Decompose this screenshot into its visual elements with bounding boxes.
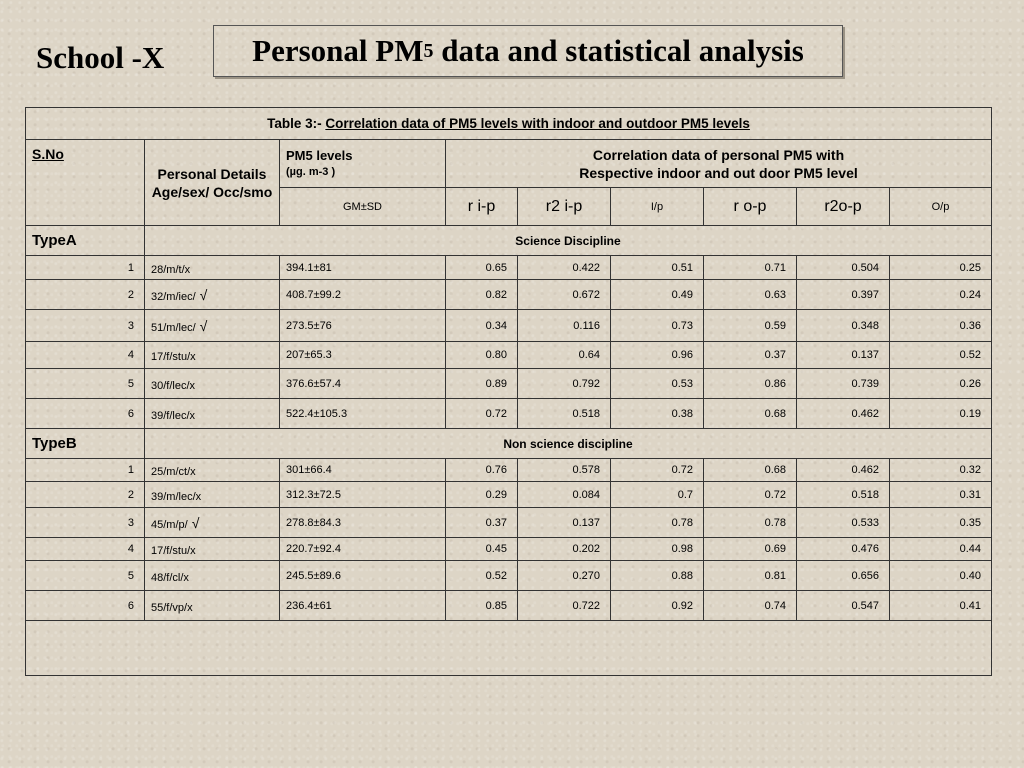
details-text: 45/m/p/ <box>151 518 188 531</box>
cell-r2-op: 0.518 <box>797 482 890 508</box>
details-text: 39/f/lec/x <box>151 409 196 422</box>
correlation-line-1: Correlation data of personal PM5 with <box>592 146 845 163</box>
cell-gmsd: 245.5±89.6 <box>280 561 446 591</box>
cell-r2-op: 0.533 <box>797 508 890 538</box>
cell-sno: 1 <box>26 256 145 280</box>
col-header-details: Personal Details Age/sex/ Occ/smo <box>145 140 280 226</box>
sub-header-r-op: r o-p <box>704 188 797 226</box>
cell-ip: 0.98 <box>611 538 704 561</box>
cell-r-op: 0.59 <box>704 310 797 342</box>
cell-op: 0.26 <box>890 369 992 399</box>
table-row <box>26 369 992 399</box>
table-row <box>26 482 992 508</box>
cell-op: 0.40 <box>890 561 992 591</box>
cell-sno: 6 <box>26 399 145 429</box>
cell-r-ip: 0.34 <box>446 310 518 342</box>
cell-r-op: 0.37 <box>704 342 797 369</box>
cell-sno: 4 <box>26 342 145 369</box>
group-type-label: TypeB <box>26 429 145 459</box>
details-text: 51/m/lec/ <box>151 321 196 334</box>
pm-levels-unit: (µg. m-3 ) <box>286 165 336 178</box>
check-mark-icon: √ <box>199 286 208 303</box>
check-mark-icon: √ <box>191 514 200 531</box>
details-text: 25/m/ct/x <box>151 466 196 478</box>
cell-details <box>145 508 280 538</box>
cell-ip: 0.73 <box>611 310 704 342</box>
header-row-1 <box>26 140 992 188</box>
cell-sno: 3 <box>26 508 145 538</box>
cell-details <box>145 310 280 342</box>
cell-op: 0.25 <box>890 256 992 280</box>
cell-r2-ip: 0.202 <box>518 538 611 561</box>
table-row <box>26 256 992 280</box>
cell-gmsd: 408.7±99.2 <box>280 280 446 310</box>
cell-sno: 5 <box>26 369 145 399</box>
sub-header-ip: I/p <box>611 188 704 226</box>
caption-row <box>26 108 992 140</box>
cell-r2-ip: 0.722 <box>518 591 611 621</box>
cell-r2-ip: 0.084 <box>518 482 611 508</box>
cell-r-op: 0.86 <box>704 369 797 399</box>
cell-r2-ip: 0.116 <box>518 310 611 342</box>
cell-sno: 5 <box>26 561 145 591</box>
cell-r-op: 0.71 <box>704 256 797 280</box>
cell-gmsd: 376.6±57.4 <box>280 369 446 399</box>
cell-r2-op: 0.348 <box>797 310 890 342</box>
cell-r2-op: 0.462 <box>797 399 890 429</box>
title-subscript: 5 <box>423 39 434 62</box>
group-row <box>26 226 992 256</box>
cell-r-ip: 0.45 <box>446 538 518 561</box>
cell-r2-op: 0.476 <box>797 538 890 561</box>
cell-r2-ip: 0.792 <box>518 369 611 399</box>
cell-details <box>145 342 280 369</box>
cell-gmsd: 312.3±72.5 <box>280 482 446 508</box>
cell-r-op: 0.63 <box>704 280 797 310</box>
cell-details <box>145 591 280 621</box>
cell-sno: 3 <box>26 310 145 342</box>
cell-r2-op: 0.504 <box>797 256 890 280</box>
cell-r2-op: 0.739 <box>797 369 890 399</box>
cell-r-ip: 0.29 <box>446 482 518 508</box>
cell-op: 0.35 <box>890 508 992 538</box>
cell-sno: 6 <box>26 591 145 621</box>
cell-gmsd: 220.7±92.4 <box>280 538 446 561</box>
cell-r2-ip: 0.270 <box>518 561 611 591</box>
cell-r-ip: 0.89 <box>446 369 518 399</box>
sub-header-r2-op: r2o-p <box>797 188 890 226</box>
details-text: 17/f/stu/x <box>151 545 196 557</box>
cell-details <box>145 399 280 429</box>
cell-r-op: 0.72 <box>704 482 797 508</box>
table-row <box>26 538 992 561</box>
table-row <box>26 561 992 591</box>
table-row <box>26 591 992 621</box>
correlation-line-2: Respective indoor and out door PM5 level <box>579 164 858 181</box>
sub-header-r2-ip: r2 i-p <box>518 188 611 226</box>
title-main: Personal PM <box>252 33 424 68</box>
cell-r-op: 0.68 <box>704 459 797 482</box>
cell-op: 0.31 <box>890 482 992 508</box>
sub-header-gmsd: GM±SD <box>280 188 446 226</box>
details-text: 32/m/iec/ <box>151 290 196 303</box>
cell-r-ip: 0.80 <box>446 342 518 369</box>
cell-r-op: 0.81 <box>704 561 797 591</box>
cell-r-op: 0.74 <box>704 591 797 621</box>
cell-r2-op: 0.656 <box>797 561 890 591</box>
group-type-label: TypeA <box>26 226 145 256</box>
cell-sno: 2 <box>26 482 145 508</box>
cell-op: 0.52 <box>890 342 992 369</box>
table-row <box>26 310 992 342</box>
cell-r2-ip: 0.578 <box>518 459 611 482</box>
cell-op: 0.36 <box>890 310 992 342</box>
cell-r-ip: 0.52 <box>446 561 518 591</box>
title-rest: data and statistical analysis <box>433 33 804 68</box>
details-text: 48/f/cl/x <box>151 571 189 584</box>
cell-r2-op: 0.397 <box>797 280 890 310</box>
group-discipline-label: Science Discipline <box>145 226 992 256</box>
group-row <box>26 429 992 459</box>
cell-r-op: 0.69 <box>704 538 797 561</box>
cell-r2-ip: 0.422 <box>518 256 611 280</box>
cell-gmsd: 273.5±76 <box>280 310 446 342</box>
cell-r-ip: 0.72 <box>446 399 518 429</box>
caption-prefix: Table 3:- <box>267 116 326 131</box>
table-row <box>26 280 992 310</box>
cell-op: 0.32 <box>890 459 992 482</box>
details-text: 28/m/t/x <box>151 263 191 276</box>
cell-gmsd: 236.4±61 <box>280 591 446 621</box>
cell-r2-ip: 0.672 <box>518 280 611 310</box>
cell-r2-op: 0.137 <box>797 342 890 369</box>
cell-r2-ip: 0.518 <box>518 399 611 429</box>
pm-levels-label: PM5 levels <box>286 147 353 163</box>
cell-ip: 0.53 <box>611 369 704 399</box>
cell-r-ip: 0.85 <box>446 591 518 621</box>
details-text: 55/f/vp/x <box>151 601 193 614</box>
cell-op: 0.44 <box>890 538 992 561</box>
table-row <box>26 399 992 429</box>
cell-r-op: 0.68 <box>704 399 797 429</box>
details-text: 17/f/stu/x <box>151 351 196 363</box>
table-caption <box>26 108 992 140</box>
cell-details <box>145 482 280 508</box>
cell-ip: 0.7 <box>611 482 704 508</box>
school-label: School -X <box>36 40 165 75</box>
cell-op: 0.24 <box>890 280 992 310</box>
check-mark-icon: √ <box>199 317 208 334</box>
cell-gmsd: 207±65.3 <box>280 342 446 369</box>
details-text: 30/f/lec/x <box>151 379 196 392</box>
cell-r-ip: 0.76 <box>446 459 518 482</box>
cell-r-ip: 0.37 <box>446 508 518 538</box>
cell-r2-ip: 0.64 <box>518 342 611 369</box>
sub-header-op: O/p <box>890 188 992 226</box>
cell-ip: 0.96 <box>611 342 704 369</box>
cell-r-ip: 0.65 <box>446 256 518 280</box>
cell-gmsd: 301±66.4 <box>280 459 446 482</box>
table-row <box>26 342 992 369</box>
cell-details <box>145 459 280 482</box>
cell-ip: 0.38 <box>611 399 704 429</box>
cell-r2-op: 0.547 <box>797 591 890 621</box>
cell-details <box>145 280 280 310</box>
cell-sno: 4 <box>26 538 145 561</box>
correlation-table <box>25 107 992 621</box>
col-header-sno: S.No <box>26 140 145 226</box>
caption-text: Correlation data of PM5 levels with indoor and outdoor PM5 levels <box>325 116 750 131</box>
cell-r2-ip: 0.137 <box>518 508 611 538</box>
cell-ip: 0.51 <box>611 256 704 280</box>
cell-gmsd: 394.1±81 <box>280 256 446 280</box>
page-title <box>213 25 843 77</box>
sub-header-r-ip: r i-p <box>446 188 518 226</box>
cell-r-ip: 0.82 <box>446 280 518 310</box>
cell-ip: 0.78 <box>611 508 704 538</box>
cell-gmsd: 522.4±105.3 <box>280 399 446 429</box>
cell-gmsd: 278.8±84.3 <box>280 508 446 538</box>
cell-r-op: 0.78 <box>704 508 797 538</box>
group-discipline-label: Non science discipline <box>145 429 992 459</box>
cell-details <box>145 256 280 280</box>
cell-details <box>145 538 280 561</box>
cell-details <box>145 561 280 591</box>
cell-ip: 0.92 <box>611 591 704 621</box>
cell-r2-op: 0.462 <box>797 459 890 482</box>
cell-ip: 0.49 <box>611 280 704 310</box>
table-row <box>26 508 992 538</box>
cell-ip: 0.72 <box>611 459 704 482</box>
cell-op: 0.41 <box>890 591 992 621</box>
cell-details <box>145 369 280 399</box>
table-row <box>26 459 992 482</box>
col-header-pm-levels <box>280 140 446 188</box>
cell-ip: 0.88 <box>611 561 704 591</box>
cell-sno: 1 <box>26 459 145 482</box>
cell-sno: 2 <box>26 280 145 310</box>
details-text: 39/m/lec/x <box>151 490 202 503</box>
col-header-correlation <box>446 140 992 188</box>
cell-op: 0.19 <box>890 399 992 429</box>
